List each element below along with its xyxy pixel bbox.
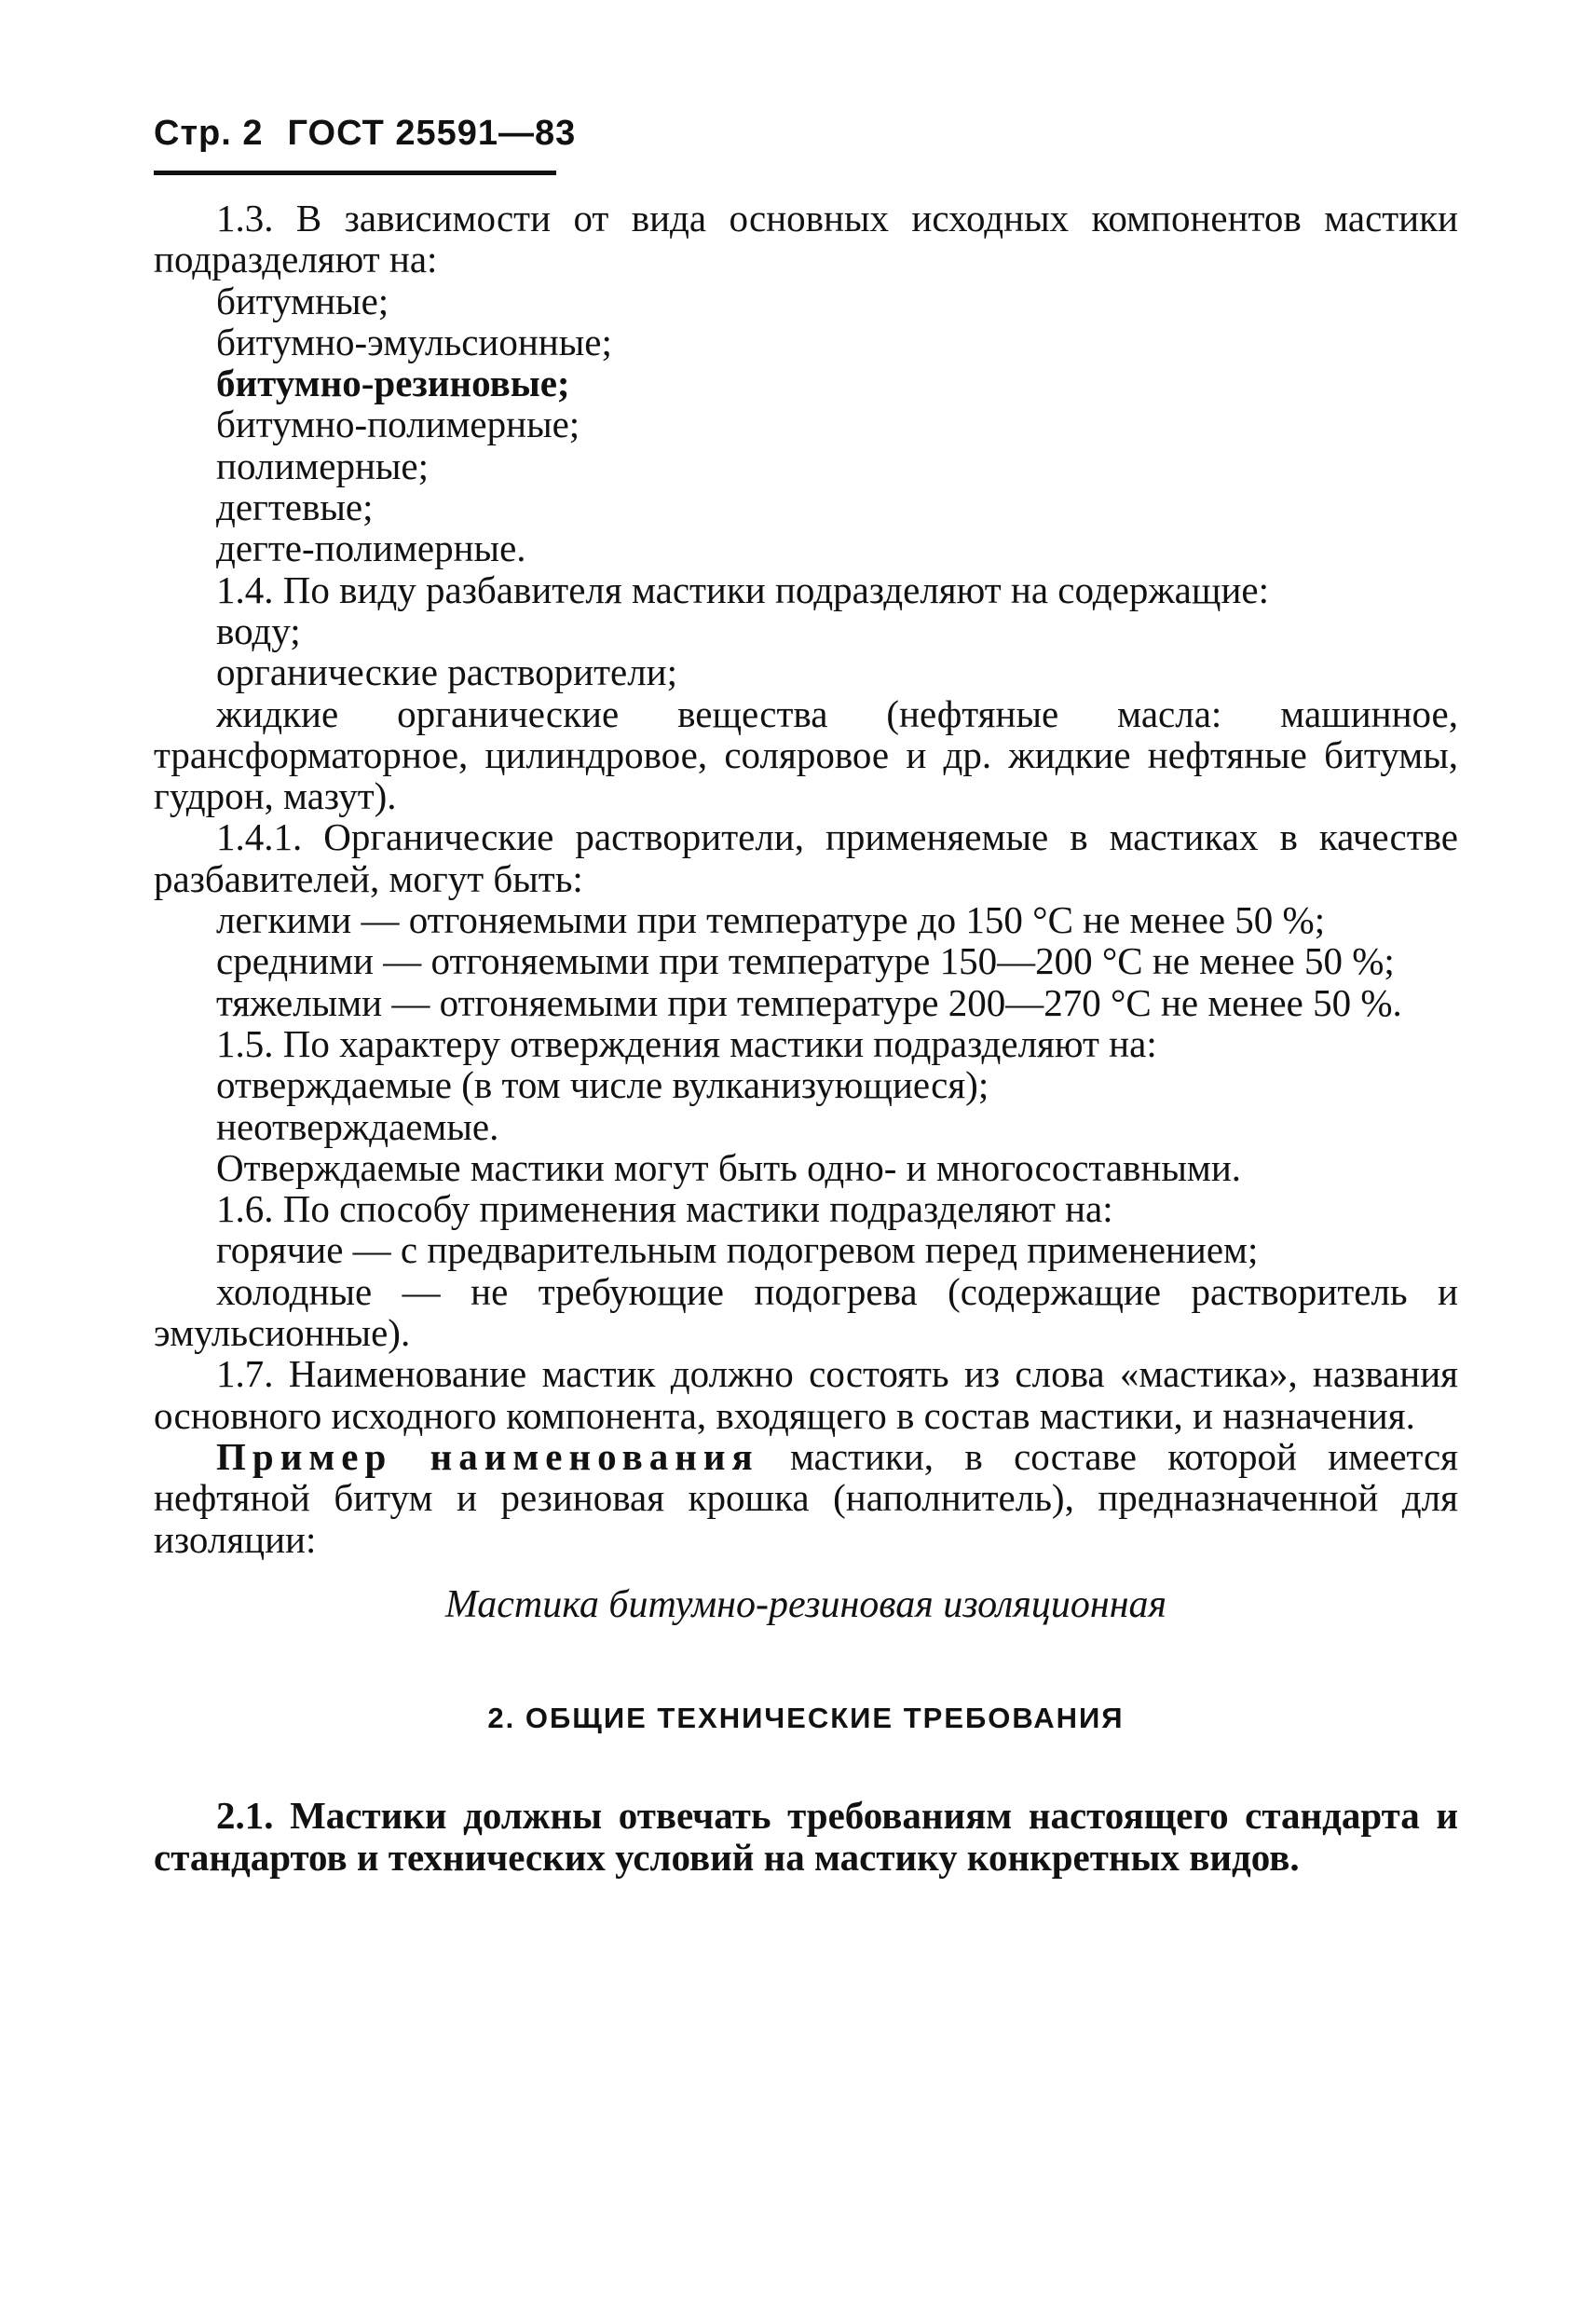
- list-item: битумно-резиновые;: [216, 362, 570, 405]
- list-item: отверждаемые (в том числе вулканизующиеся);: [216, 1063, 989, 1107]
- section-title: 2. ОБЩИЕ ТЕХНИЧЕСКИЕ ТРЕБОВАНИЯ: [487, 1702, 1125, 1735]
- page-header: [154, 114, 576, 154]
- header-rule: [154, 171, 556, 175]
- clause-1-7: 1.7. Наименование мастик должно состоять из слова «мастика», названия основного исходного компонента, входящего в состав мастики, и назначения.: [154, 1352, 1458, 1437]
- document-body: [154, 198, 1458, 1878]
- clause-1-5-note: Отверждаемые мастики могут быть одно- и многосоставными.: [216, 1145, 1242, 1189]
- clause-1-6: 1.6. По способу применения мастики подразделяют на:: [216, 1187, 1113, 1231]
- list-item: неотверждаемые.: [216, 1104, 499, 1148]
- list-item: средними — отгоняемыми при температуре 150—200 °С не менее 50 %;: [216, 939, 1395, 983]
- clause-1-4: 1.4. По виду разбавителя мастики подразделяют на содержащие:: [216, 568, 1269, 611]
- page-number-label: Стр. 2: [154, 114, 264, 153]
- list-item: дегте-полимерные.: [216, 527, 526, 570]
- example-paragraph: [154, 1436, 1458, 1560]
- list-item: битумно-полимерные;: [216, 403, 580, 446]
- list-item: битумные;: [216, 279, 389, 322]
- list-item: горячие — с предварительным подогревом перед применением;: [216, 1228, 1259, 1272]
- example-name: Мастика битумно-резиновая изоляционная: [444, 1582, 1167, 1626]
- list-item: дегтевые;: [216, 486, 374, 529]
- clause-1-3: 1.3. В зависимости от вида основных исходных компонентов мастики подразделяют на:: [154, 197, 1458, 281]
- list-item: тяжелыми — отгоняемыми при температуре 200—270 °С не менее 50 %.: [216, 980, 1402, 1024]
- example-text: мастики, в составе которой имеется нефтяной битум и резиновая крошка (наполнитель), предназначенной для изоляции:: [154, 1434, 1458, 1561]
- list-item: холодные — не требующие подогрева (содержащие растворитель и эмульсионные).: [154, 1269, 1458, 1355]
- list-item: легкими — отгоняемыми при температуре до 150 °С не менее 50 %;: [216, 898, 1326, 942]
- list-item: полимерные;: [216, 444, 430, 487]
- clause-1-4-1: 1.4.1. Органические растворители, применяемые в мастиках в качестве разбавителей, могут быть:: [154, 815, 1458, 900]
- list-item: жидкие органические вещества (нефтяные масла: машинное, трансформаторное, цилиндровое, соляровое и др. жидкие нефтяные битумы, гудрон, мазут).: [154, 691, 1458, 818]
- clause-1-5: 1.5. По характеру отверждения мастики подразделяют на:: [216, 1021, 1157, 1065]
- example-lead: Пример наименования: [216, 1434, 759, 1478]
- list-item: битумно-эмульсионные;: [216, 320, 612, 363]
- clause-2-1: 2.1. Мастики должны отвечать требованиям настоящего стандарта и стандартов и технических условий на мастику конкретных видов.: [154, 1794, 1458, 1879]
- standard-number: ГОСТ 25591—83: [287, 114, 577, 153]
- list-item: воду;: [216, 609, 301, 652]
- list-item: органические растворители;: [216, 650, 677, 694]
